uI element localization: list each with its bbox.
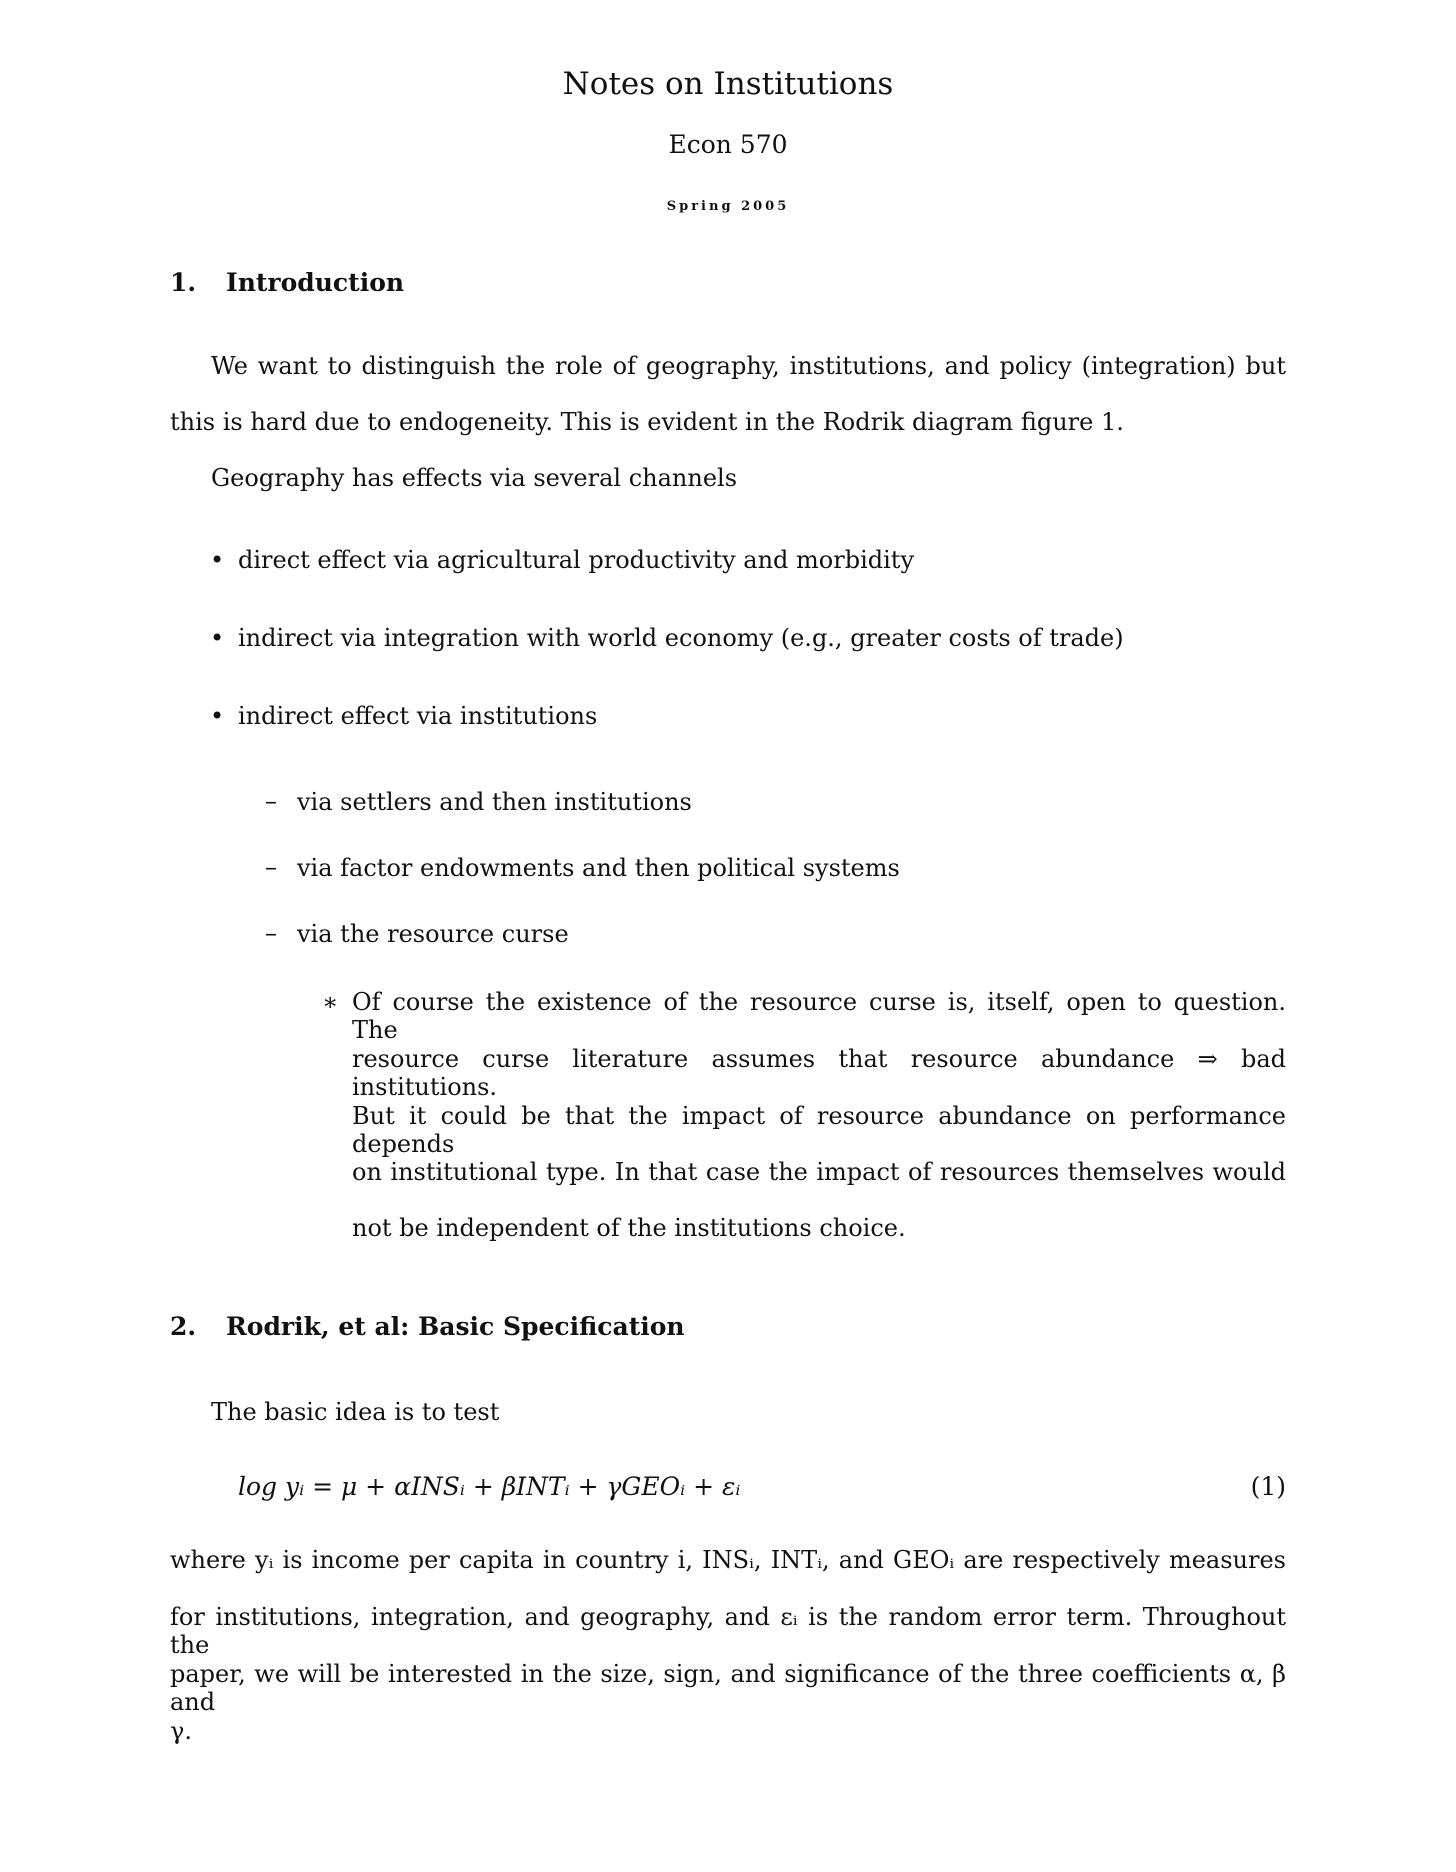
equation-number: (1): [1250, 1472, 1286, 1501]
list-item-text: direct effect via agricultural productivity and morbidity: [238, 546, 915, 574]
paragraph-line: for institutions, integration, and geography, and εᵢ is the random error term. Throughout the: [170, 1603, 1286, 1659]
dash-marker: –: [265, 853, 277, 881]
section-heading-introduction: [170, 268, 404, 297]
paragraph-line: where yᵢ is income per capita in country i, INSᵢ, INTᵢ, and GEOᵢ are respectively measures: [170, 1546, 1286, 1574]
paragraph-line: paper, we will be interested in the size, sign, and significance of the three coefficients α, β and: [170, 1660, 1286, 1716]
star-marker: ∗: [322, 988, 339, 1016]
term-label: Spring 2005: [666, 199, 790, 214]
dash-marker: –: [265, 919, 277, 947]
note-line: not be independent of the institutions choice.: [352, 1214, 906, 1242]
note-line: on institutional type. In that case the impact of resources themselves would: [352, 1158, 1286, 1186]
bullet-marker: •: [210, 702, 225, 730]
dash-marker: –: [265, 787, 277, 815]
list-item: [210, 624, 1124, 652]
bullet-marker: •: [210, 546, 225, 574]
sub-list-item-text: via factor endowments and then political systems: [297, 854, 900, 882]
section-title: Introduction: [226, 268, 405, 297]
paragraph: Geography has effects via several channels: [211, 464, 738, 492]
note-line: resource curse literature assumes that resource abundance ⇒ bad institutions.: [352, 1045, 1286, 1101]
paragraph-line: We want to distinguish the role of geography, institutions, and policy (integration) but: [211, 352, 1286, 380]
note-line: But it could be that the impact of resource abundance on performance depends: [352, 1102, 1286, 1158]
document-title: Notes on Institutions: [562, 66, 894, 102]
course-name: Econ 570: [668, 130, 788, 159]
paragraph: The basic idea is to test: [211, 1398, 500, 1426]
list-item: [210, 546, 915, 574]
list-item: [210, 702, 598, 730]
sub-list-item: [265, 853, 900, 882]
list-item-text: indirect via integration with world economy (e.g., greater costs of trade): [238, 624, 1124, 652]
note-line: Of course the existence of the resource curse is, itself, open to question. The: [352, 988, 1286, 1044]
sub-list-item-text: via settlers and then institutions: [297, 788, 692, 816]
section-number: 1.: [170, 268, 197, 297]
section-title: Rodrik, et al: Basic Specification: [226, 1312, 685, 1341]
paragraph-line: γ.: [170, 1717, 192, 1745]
section-number: 2.: [170, 1312, 197, 1341]
list-item-text: indirect effect via institutions: [238, 702, 598, 730]
bullet-marker: •: [210, 624, 225, 652]
sub-list-item: [265, 787, 692, 816]
sub-list-item: [265, 919, 569, 948]
section-heading-basic-specification: [170, 1312, 685, 1341]
paragraph-line: this is hard due to endogeneity. This is evident in the Rodrik diagram figure 1.: [170, 408, 1124, 436]
equation: log yᵢ = μ + αINSᵢ + βINTᵢ + γGEOᵢ + εᵢ: [238, 1472, 741, 1501]
sub-list-item-text: via the resource curse: [297, 920, 569, 948]
